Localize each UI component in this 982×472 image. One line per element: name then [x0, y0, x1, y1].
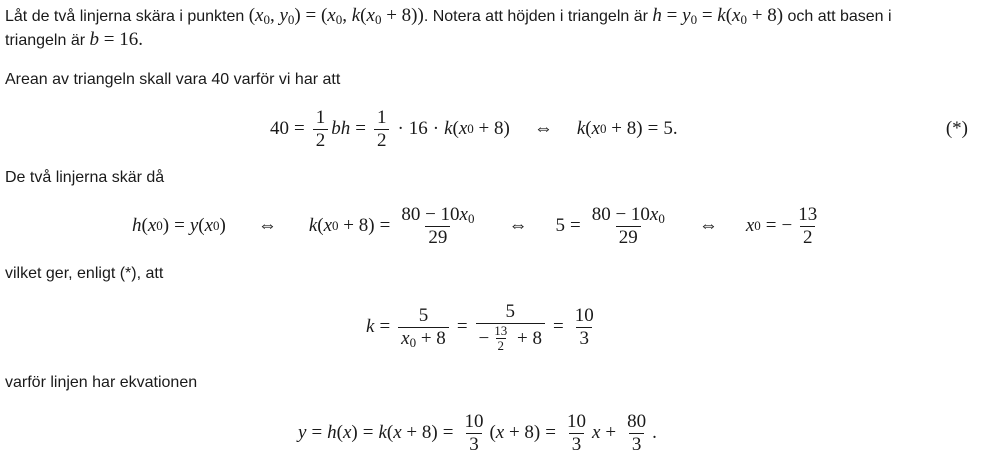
- paragraph-intersect: De två linjerna skär då: [5, 169, 165, 186]
- text-base-b: triangeln är: [5, 32, 86, 49]
- paragraph-area: Arean av triangeln skall vara 40 varför vi har att: [5, 71, 341, 88]
- equation-slope: k = $\frac{5}{x_0 + 8}$ = 5 − $\frac{13}{2}$ + 8 = $\frac{10}{3}$: [366, 301, 594, 353]
- equation-intersection: h ( x 0 ) = y ( x 0 ) ⇔ k ( x 0 + 8) = $\frac{80 - 10x_0}{29}$ ⇔ 5 = $\frac{80 - 10x_0}{29}$ ⇔ x 0 = − $\frac{13}{2}$: [132, 203, 818, 248]
- equation-line: y = h ( x ) = k ( x + 8) = $\frac{10}{3}$ ( x + 8) = $\frac{10}{3}$ x + $\frac{80}{3}$ .: [298, 410, 657, 455]
- math-height: $h = y_0 = k(x_0 + 8)$: [652, 5, 784, 27]
- equivalence-symbol: ⇔: [257, 215, 277, 236]
- equation-tag: (*): [945, 118, 968, 139]
- text-base-a: och att basen i: [787, 8, 892, 25]
- equivalence-symbol: ⇔: [698, 215, 718, 236]
- paragraph-result: vilket ger, enligt (*), att: [5, 265, 164, 282]
- equation-area: 40 = $\frac{1}{2}$ bh = $\frac{1}{2}$ · 16 · k ( x 0 + 8) ⇔ k ( x 0 + 8) = 5.: [270, 106, 678, 151]
- paragraph-base: [5, 28, 143, 53]
- equivalence-symbol: ⇔: [508, 215, 528, 236]
- math-point: ($x_0$, $y_0) = (x_0$, $k(x_0 + 8)$): [248, 5, 424, 27]
- paragraph-line: varför linjen har ekvationen: [5, 374, 198, 391]
- text-intro: Låt de två linjerna skära i punkten: [5, 8, 245, 25]
- paragraph-intersection: [5, 4, 892, 29]
- equivalence-symbol: ⇔: [533, 118, 553, 139]
- text-height: . Notera att höjden i triangeln är: [423, 8, 648, 25]
- math-base: b = 16.: [89, 29, 143, 50]
